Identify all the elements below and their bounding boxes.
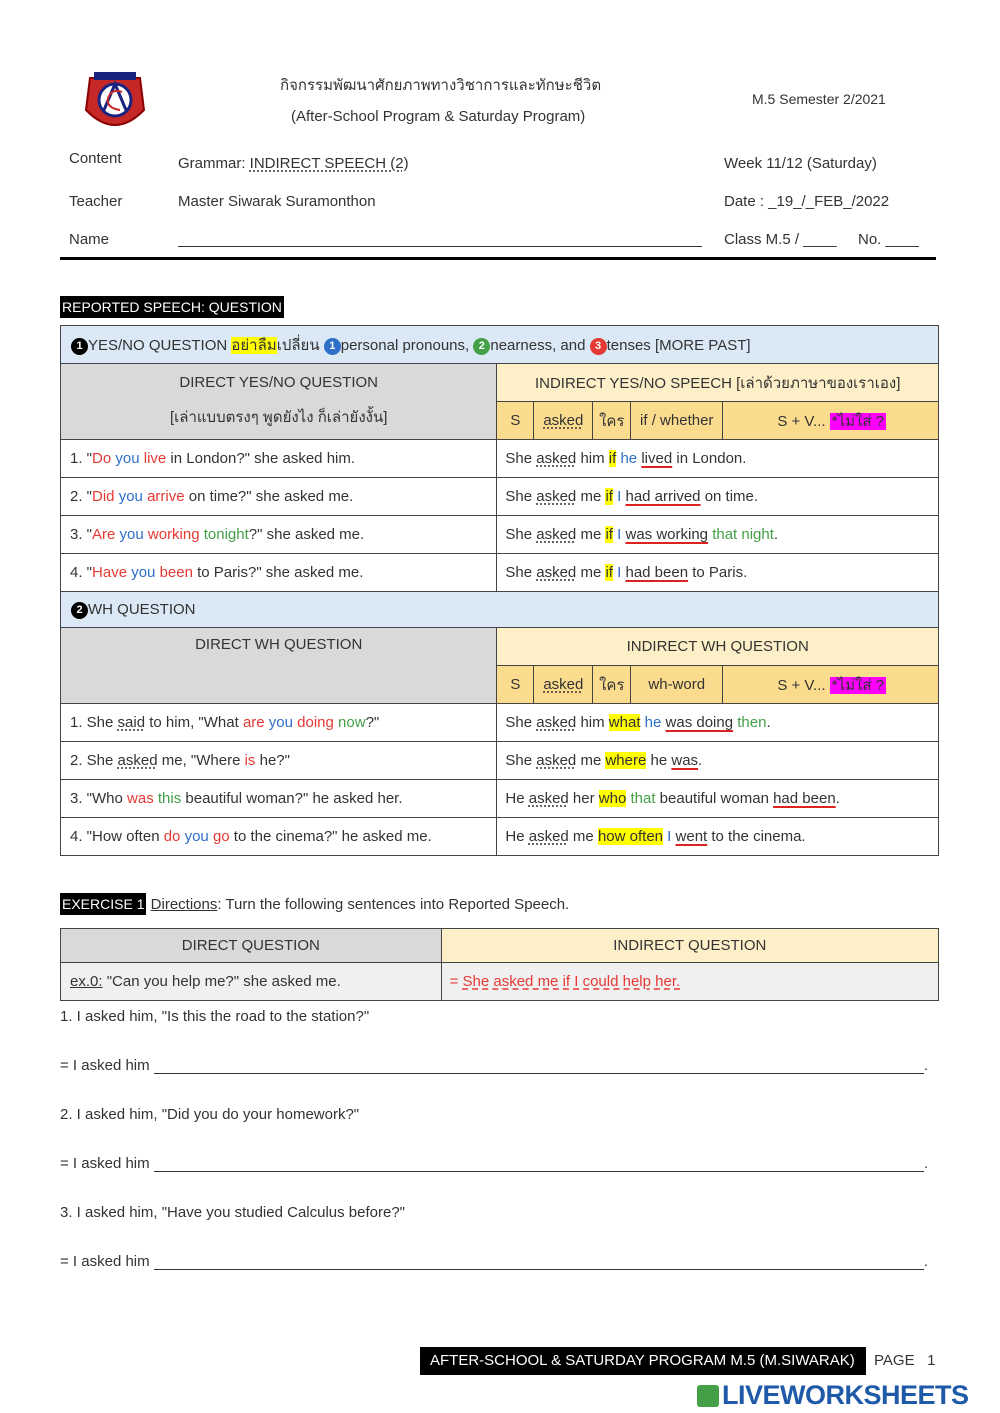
teacher-label: Teacher (69, 193, 123, 210)
number-label: No. ____ (858, 231, 919, 248)
table-row: 2. She asked me, "Where is he?" She asked me where he was. (61, 742, 939, 780)
answer-1-input[interactable] (154, 1058, 924, 1074)
number-one-black-icon: 1 (71, 338, 88, 355)
indirect-question-header: INDIRECT QUESTION (441, 929, 938, 963)
exercise-heading: EXERCISE 1 Directions: Turn the following sentences into Reported Speech. (60, 896, 569, 913)
page-number: PAGE 1 (874, 1352, 936, 1369)
name-field[interactable] (178, 230, 702, 247)
question-3: 3. I asked him, "Have you studied Calculus before?" (60, 1204, 405, 1221)
table-row: 1. She said to him, "What are you doing now?" She asked him what he was doing then. (61, 704, 939, 742)
liveworksheets-logo-icon (697, 1385, 719, 1407)
table-row: 1. "Do you live in London?" she asked him. She asked him if he lived in London. (61, 440, 939, 478)
name-label: Name (69, 231, 110, 248)
table-row: 2. "Did you arrive on time?" she asked me. She asked me if I had arrived on time. (61, 478, 939, 516)
answer-2-row: = I asked him . (60, 1155, 928, 1172)
exercise-table (60, 928, 939, 1001)
date-label: Date : _19_/_FEB_/2022 (724, 193, 890, 210)
week-label: Week 11/12 (Saturday) (724, 155, 877, 172)
answer-1-row: = I asked him . (60, 1057, 928, 1074)
table-row: 4. "How often do you go to the cinema?" he asked me. He asked me how often I went to the cinema. (61, 818, 939, 856)
wh-structure-row: S asked ใคร wh-word S + V... *ไม่ใส่ ? (61, 666, 939, 704)
exercise-label: EXERCISE 1 (60, 893, 146, 915)
table-row: 3. "Who was this beautiful woman?" he asked her. He asked her who that beautiful woman had been. (61, 780, 939, 818)
direct-question-header: DIRECT QUESTION (61, 929, 442, 963)
indirect-wh-header: INDIRECT WH QUESTION (497, 628, 939, 666)
liveworksheets-watermark: LIVEWORKSHEETS (697, 1380, 969, 1411)
thai-program-title: กิจกรรมพัฒนาศักยภาพทางวิชาการและทักษะชีวิต (280, 77, 602, 94)
content-value: Grammar: INDIRECT SPEECH (2) (178, 155, 409, 172)
section-title: REPORTED SPEECH: QUESTION (60, 296, 284, 318)
yesno-heading-row: 1 YES/NO QUESTION อย่าลืมเปลี่ยน 1 personal pronouns, 2 nearness, and 3 tenses [MORE PAST] (61, 326, 939, 364)
yesno-structure-row: S asked ใคร if / whether S + V... *ไม่ใส่ ? (61, 402, 939, 440)
number-one-blue-icon: 1 (324, 338, 341, 355)
teacher-value: Master Siwarak Suramonthon (178, 193, 376, 210)
header-divider (60, 257, 936, 260)
table-row: 3. "Are you working tonight?" she asked me. She asked me if I was working that night. (61, 516, 939, 554)
question-1: 1. I asked him, "Is this the road to the station?" (60, 1008, 370, 1025)
example-row: ex.0: "Can you help me?" she asked me. = She asked me if I could help her. (61, 963, 939, 1001)
class-label: Class M.5 / ____ (724, 231, 837, 248)
content-label: Content (69, 150, 122, 167)
number-two-green-icon: 2 (473, 338, 490, 355)
table-row: 4. "Have you been to Paris?" she asked me. She asked me if I had been to Paris. (61, 554, 939, 592)
grammar-table (60, 325, 939, 856)
number-two-black-icon: 2 (71, 602, 88, 619)
question-2: 2. I asked him, "Did you do your homework?" (60, 1106, 360, 1123)
direct-yesno-header: DIRECT YES/NO QUESTION [เล่าแบบตรงๆ พูดยังไง ก็เล่ายังงั้น] (61, 364, 497, 440)
answer-3-row: = I asked him . (60, 1253, 928, 1270)
direct-wh-header: DIRECT WH QUESTION (61, 628, 497, 704)
school-crest-logo (82, 70, 148, 138)
semester-label: M.5 Semester 2/2021 (752, 91, 886, 107)
footer-program: AFTER-SCHOOL & SATURDAY PROGRAM M.5 (M.SIWARAK) (420, 1347, 866, 1375)
answer-2-input[interactable] (154, 1156, 924, 1172)
program-subtitle: (After-School Program & Saturday Program) (291, 108, 586, 125)
indirect-yesno-header: INDIRECT YES/NO SPEECH [เล่าด้วยภาษาของเราเอง] (497, 364, 939, 402)
answer-3-input[interactable] (154, 1254, 924, 1270)
number-three-red-icon: 3 (590, 338, 607, 355)
wh-heading-row: 2 WH QUESTION (61, 592, 939, 628)
